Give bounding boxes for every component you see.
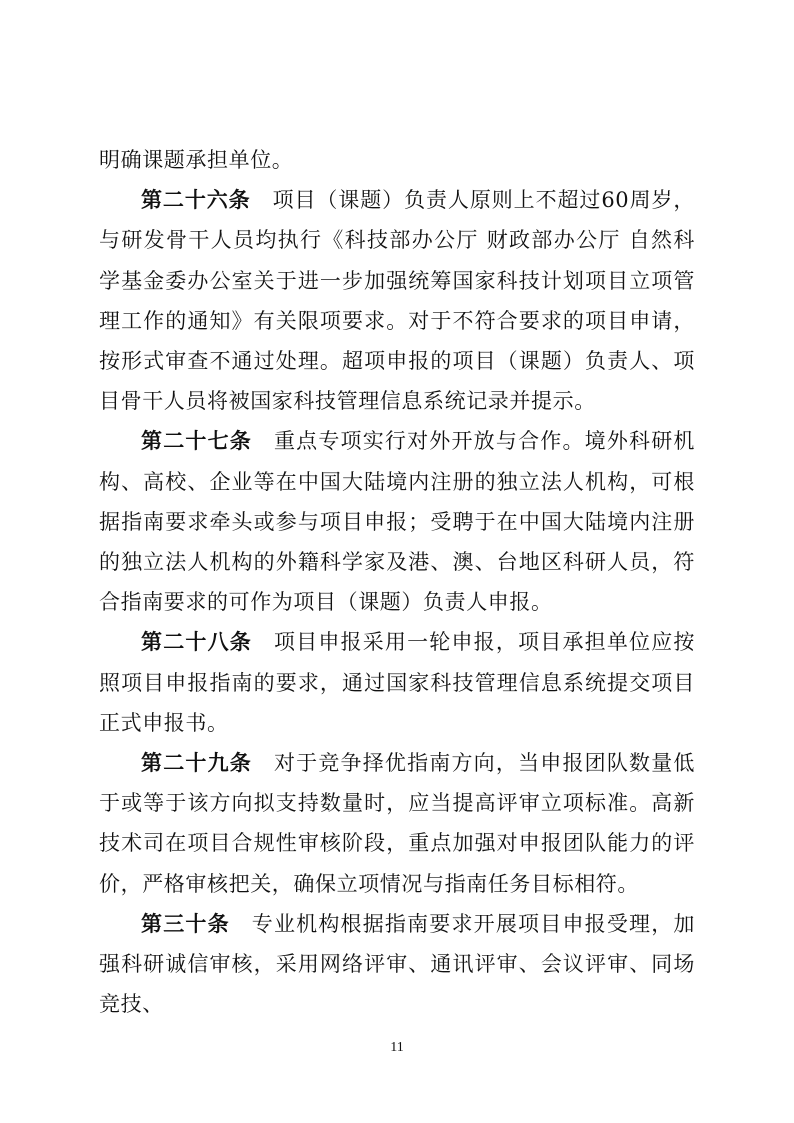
article-label: 第二十七条 — [141, 428, 252, 454]
article-label: 第二十九条 — [141, 750, 252, 776]
article-label: 第三十条 — [141, 910, 230, 936]
page-number: 11 — [390, 1040, 404, 1055]
article-text: 专业机构根据指南要求开展项目申报受理，加强科研诚信审核，采用网络评审、通讯评审、会议评审、同场竞技、 — [99, 911, 695, 1017]
article-text: 项目申报采用一轮申报，项目承担单位应按照项目申报指南的要求，通过国家科技管理信息系统提交项目正式申报书。 — [99, 630, 696, 735]
article-text: 重点专项实行对外开放与合作。境外科研机构、高校、企业等在中国大陆境内注册的独立法人机构，可根据指南要求牵头或参与项目申报；受聘于在中国大陆境内注册的独立法人机构的外籍科学家及港、澳、台地区科研人员，符合指南要求的可作为项目（课题）负责人申报。 — [99, 429, 696, 615]
document-body — [99, 140, 695, 1024]
article-label: 第二十六条 — [141, 187, 251, 213]
article-26 — [99, 180, 695, 421]
article-28 — [99, 622, 695, 743]
article-30 — [99, 904, 695, 1025]
continuation-paragraph: 明确课题承担单位。 — [99, 148, 294, 172]
article-text: 对于竞争择优指南方向，当申报团队数量低于或等于该方向拟支持数量时，应当提高评审立项标准。高新技术司在项目合规性审核阶段，重点加强对申报团队能力的评价，严格审核把关，确保立项情况与指南任务目标相符。 — [99, 751, 696, 896]
article-27 — [99, 421, 695, 622]
article-29 — [99, 743, 695, 904]
article-text: 项目（课题）负责人原则上不超过60周岁，与研发骨干人员均执行《科技部办公厅 财政部办公厅 自然科学基金委办公室关于进一步加强统筹国家科技计划项目立项管理工作的通知》有关限项要求。对于不符合要求的项目申请，按形式审查不通过处理。超项申报的项目（课题）负责人、项目骨干人员将被国家科技管理信息系统记录并提示。 — [99, 188, 695, 414]
article-label: 第二十八条 — [141, 629, 252, 655]
